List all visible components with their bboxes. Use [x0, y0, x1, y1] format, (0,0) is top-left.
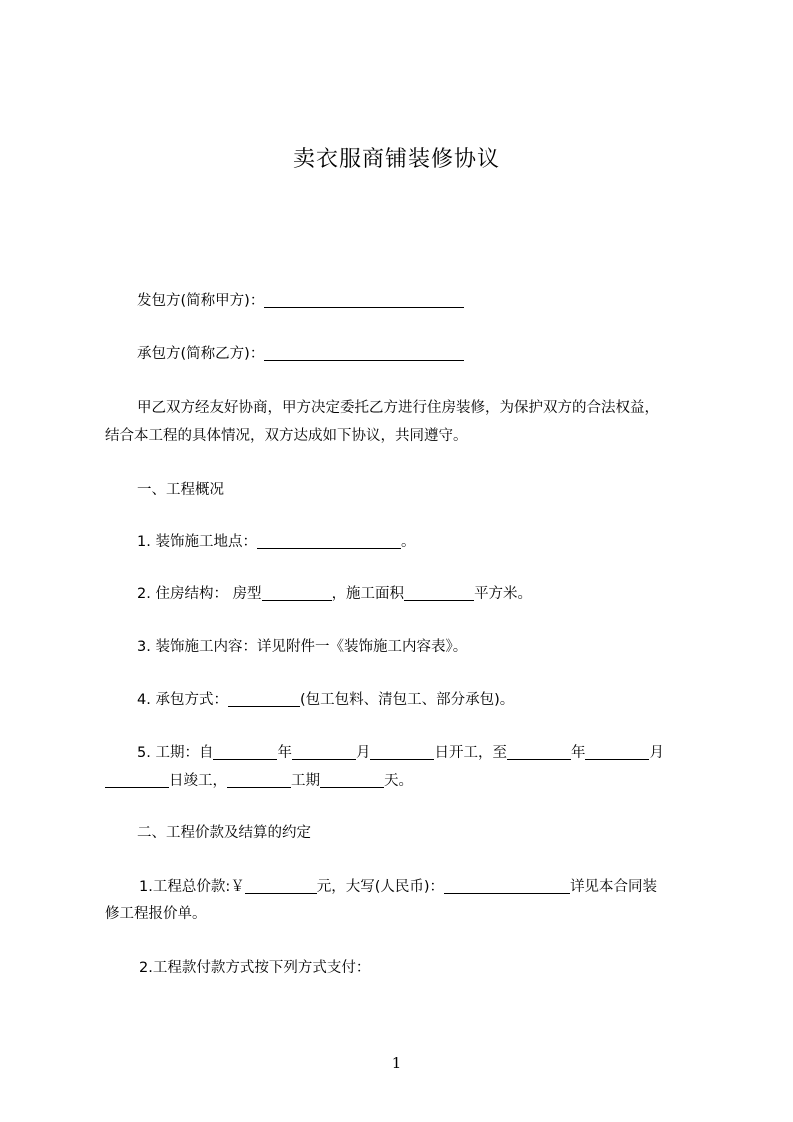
party-a-label: 发包方(简称甲方)： — [137, 293, 265, 309]
party-b-line — [137, 342, 464, 366]
price-line-1 — [139, 875, 657, 899]
document-title: 卖衣服商铺装修协议 — [292, 147, 500, 172]
page-number: 1 — [391, 1054, 402, 1072]
start-year-blank[interactable] — [213, 743, 277, 760]
section-1-heading: 一、工程概况 — [137, 482, 224, 498]
price-label: 1.工程总价款:￥ — [139, 879, 245, 895]
payment-line: 2.工程款付款方式按下列方式支付： — [139, 960, 371, 976]
item-4-line — [137, 688, 514, 712]
item-1-label: 1. 装饰施工地点： — [137, 534, 257, 550]
period-label: 工期 — [291, 773, 320, 789]
end-year-blank[interactable] — [507, 743, 571, 760]
price-number-blank[interactable] — [245, 877, 317, 894]
year-label: 年 — [277, 745, 292, 761]
item-2-end: 平方米。 — [474, 586, 533, 602]
item-1-line — [137, 530, 415, 554]
end-day-blank[interactable] — [105, 771, 169, 788]
party-b-blank[interactable] — [264, 344, 464, 361]
item-4-label: 4. 承包方式： — [137, 692, 228, 708]
price-words-blank[interactable] — [444, 877, 570, 894]
month-label: 月 — [355, 745, 371, 761]
item-5-line-1 — [137, 741, 664, 765]
contract-mode-blank[interactable] — [228, 690, 300, 707]
house-type-blank[interactable] — [262, 584, 332, 601]
area-blank[interactable] — [404, 584, 474, 601]
item-5-line-2 — [105, 769, 413, 793]
year-label-2: 年 — [570, 745, 586, 761]
item-2-mid: ，施工面积 — [331, 586, 405, 602]
party-a-line — [137, 289, 464, 313]
end-month-blank[interactable] — [585, 743, 649, 760]
section-2-heading: 二、工程价款及结算的约定 — [137, 825, 311, 841]
price-end: 详见本合同装 — [570, 879, 658, 895]
item-2-line — [137, 582, 532, 606]
item-4-end: (包工包料、清包工、部分承包)。 — [299, 692, 515, 708]
end-day-label: 日竣工， — [169, 773, 227, 789]
start-month-blank[interactable] — [292, 743, 356, 760]
intro-line-2: 结合本工程的具体情况，双方达成如下协议，共同遵守。 — [105, 428, 468, 444]
location-blank[interactable] — [257, 532, 401, 549]
item-1-end: 。 — [400, 534, 416, 550]
start-day-label: 日开工，至 — [434, 745, 507, 761]
item-2-label: 2. 住房结构： 房型 — [137, 586, 262, 602]
item-5-label: 5. 工期：自 — [137, 745, 214, 761]
party-b-label: 承包方(简称乙方)： — [137, 346, 265, 362]
month-label-2: 月 — [649, 745, 664, 761]
start-day-blank[interactable] — [370, 743, 434, 760]
days-blank[interactable] — [320, 771, 384, 788]
party-a-blank[interactable] — [264, 291, 464, 308]
period-blank[interactable] — [227, 771, 291, 788]
intro-line-1: 甲乙双方经友好协商，甲方决定委托乙方进行住房装修，为保护双方的合法权益， — [137, 400, 659, 416]
price-line-2: 修工程报价单。 — [105, 906, 207, 922]
item-3-line: 3. 装饰施工内容：详见附件一《装饰施工内容表》。 — [137, 639, 468, 655]
days-label: 天。 — [384, 773, 413, 789]
price-mid: 元，大写(人民币)： — [316, 879, 445, 895]
